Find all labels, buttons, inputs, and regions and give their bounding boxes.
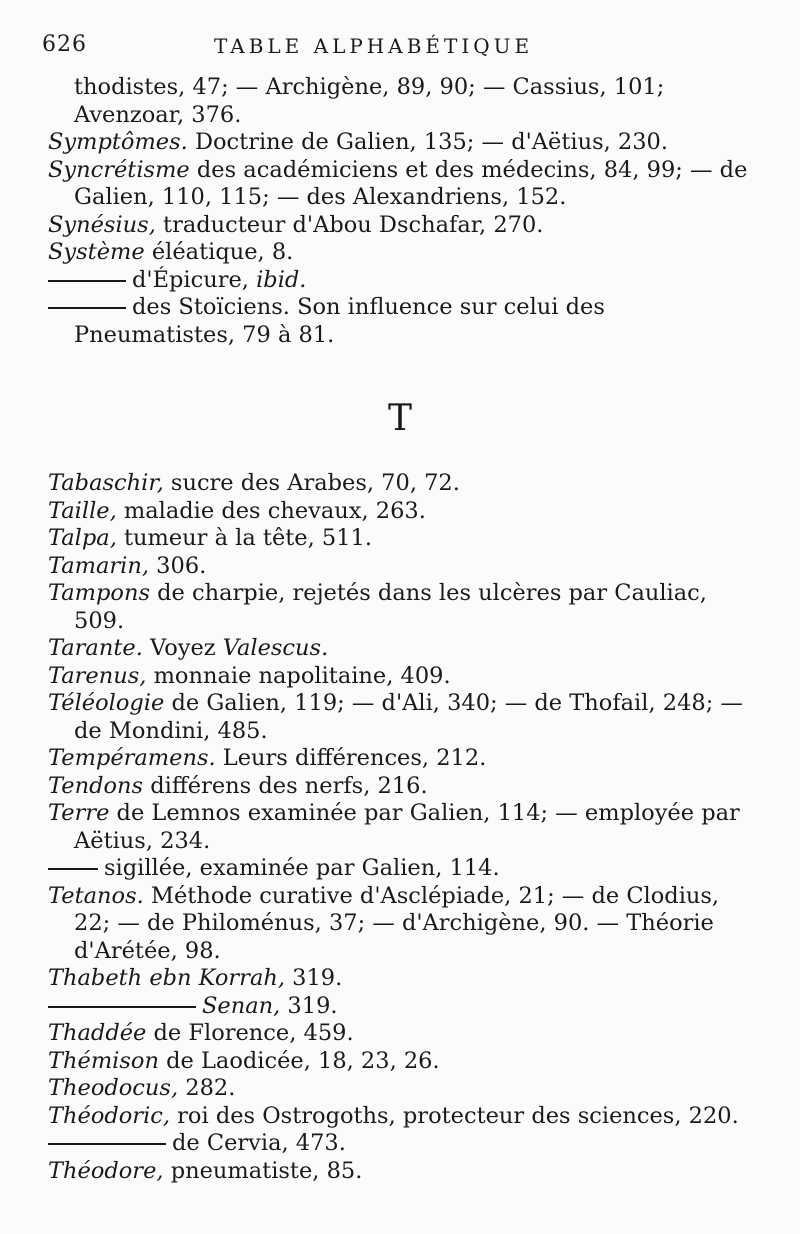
- entry-text: sucre des Arabes, 70, 72.: [163, 470, 460, 496]
- entry-headword: Tampons: [48, 580, 150, 606]
- entry-headword: Theodocus,: [48, 1075, 179, 1101]
- entry-text: Leurs différences, 212.: [215, 745, 487, 771]
- entry-headword: Théodoric,: [48, 1102, 171, 1129]
- entry-text: monnaie napolitaine, 409.: [146, 662, 451, 689]
- entry-text: 282.: [178, 1075, 236, 1101]
- entry-text: d'Épicure,: [132, 266, 257, 293]
- entry-headword: Tamarin,: [48, 552, 150, 579]
- entry-text: 306.: [149, 552, 207, 579]
- entry-headword: Tarenus,: [48, 662, 147, 689]
- index-entry-systeme-stoiciens: [48, 294, 760, 349]
- index-entry-syncretisme: [48, 157, 760, 212]
- entry-italic-reference: Senan,: [202, 992, 281, 1019]
- index-entry-theodoric-cervia: [48, 1130, 760, 1158]
- index-entry-systeme-epicure: [48, 267, 760, 295]
- index-entry-terre: [48, 800, 760, 855]
- index-entry-thaddee: [48, 1020, 760, 1048]
- index-entry-tampons: [48, 580, 760, 635]
- index-entry-theodore: [48, 1158, 760, 1186]
- entry-headword: Tabaschir,: [48, 470, 164, 496]
- ditto-dash: [48, 307, 126, 309]
- entry-headword: Terre: [48, 800, 110, 826]
- ditto-dash: [48, 1143, 166, 1145]
- ditto-dash: [48, 1006, 196, 1008]
- entry-headword: Synésius,: [48, 211, 156, 238]
- entry-text: éléatique, 8.: [144, 239, 294, 265]
- index-entry-thabeth: [48, 965, 760, 993]
- entry-headword: Thaddée: [48, 1020, 147, 1046]
- entry-text: tumeur à la tête, 511.: [116, 525, 373, 551]
- entry-headword: Syncrétisme: [48, 156, 190, 183]
- index-entry-thodistes-cont: [48, 74, 760, 129]
- index-entry-tetanos: [48, 883, 760, 966]
- index-entry-terre-sigillee: [48, 855, 760, 883]
- index-entry-tendons: [48, 773, 760, 801]
- index-entry-teleologie: [48, 690, 760, 745]
- index-entry-themison: [48, 1048, 760, 1076]
- entry-text: de Galien, 119; — d'Ali, 340; — de Thofail, 248; — de Mondini, 485.: [74, 690, 743, 744]
- entry-headword: Téléologie: [48, 690, 165, 716]
- index-entry-tabaschir: [48, 470, 760, 498]
- index-entry-tarante: [48, 635, 760, 663]
- entry-text: maladie des chevaux, 263.: [116, 497, 426, 524]
- entry-text: thodistes, 47; — Archigène, 89, 90; — Cassius, 101; Avenzoar, 376.: [74, 74, 665, 128]
- entry-headword: Talpa,: [48, 525, 117, 551]
- entry-headword: Thémison: [48, 1047, 159, 1074]
- entry-text: de charpie, rejetés dans les ulcères par Cauliac, 509.: [74, 580, 707, 634]
- entry-text-tail: 319.: [280, 992, 338, 1019]
- entry-headword: Tarante.: [48, 635, 143, 661]
- index-entry-theodocus: [48, 1075, 760, 1103]
- running-title: TABLE ALPHABÉTIQUE: [214, 34, 534, 58]
- entry-text: Méthode curative d'Asclépiade, 21; — de Clodius, 22; — de Philoménus, 37; — d'Archigène, 90. — Théorie d'Arétée, 98.: [74, 882, 720, 964]
- entry-headword: Tendons: [48, 772, 144, 799]
- entry-headword: Système: [48, 239, 145, 265]
- entry-headword: Thabeth ebn Korrah,: [48, 965, 285, 991]
- entry-text: roi des Ostrogoths, protecteur des sciences, 220.: [170, 1102, 739, 1129]
- entry-text: des académiciens et des médecins, 84, 99; — de Galien, 110, 115; — des Alexandriens, 152.: [74, 156, 748, 210]
- index-entry-thabeth-senan: [48, 993, 760, 1021]
- index-entry-symptomes: [48, 129, 760, 157]
- index-block-t: [48, 470, 760, 1185]
- entry-text: de Cervia, 473.: [172, 1130, 346, 1156]
- index-block-s: [48, 74, 760, 349]
- entry-headword: Symptômes.: [48, 129, 188, 155]
- page-number: 626: [42, 32, 87, 57]
- entry-text: Voyez: [142, 635, 223, 661]
- entry-headword: Taille,: [48, 497, 117, 524]
- index-entry-talpa: [48, 525, 760, 553]
- entry-text: de Laodicée, 18, 23, 26.: [158, 1047, 440, 1074]
- entry-text: 319.: [285, 965, 343, 991]
- ditto-dash: [48, 868, 98, 870]
- section-letter: T: [387, 398, 412, 439]
- entry-text: sigillée, examinée par Galien, 114.: [104, 855, 500, 881]
- index-entry-theodoric: [48, 1103, 760, 1131]
- entry-text: différens des nerfs, 216.: [143, 772, 428, 799]
- entry-text: Doctrine de Galien, 135; — d'Aëtius, 230.: [187, 129, 669, 155]
- page-header: [42, 32, 760, 72]
- entry-italic-reference: ibid.: [256, 266, 307, 293]
- entry-headword: Théodore,: [48, 1157, 164, 1184]
- entry-text: traducteur d'Abou Dschafar, 270.: [155, 211, 544, 238]
- index-entry-taille: [48, 498, 760, 526]
- entry-text: pneumatiste, 85.: [163, 1157, 363, 1184]
- entry-headword: Tetanos.: [48, 882, 144, 909]
- entry-text: des Stoïciens. Son influence sur celui des Pneumatistes, 79 à 81.: [74, 294, 605, 348]
- entry-italic-reference: Valescus.: [222, 635, 329, 661]
- index-entry-tamarin: [48, 553, 760, 581]
- index-entry-temperamens: [48, 745, 760, 773]
- entry-text: de Florence, 459.: [146, 1020, 354, 1046]
- index-entry-tarenus: [48, 663, 760, 691]
- index-entry-synesius: [48, 212, 760, 240]
- entry-text: de Lemnos examinée par Galien, 114; — employée par Aëtius, 234.: [74, 800, 740, 854]
- index-entry-systeme: [48, 239, 760, 267]
- entry-headword: Tempéramens.: [48, 745, 216, 771]
- ditto-dash: [48, 280, 126, 282]
